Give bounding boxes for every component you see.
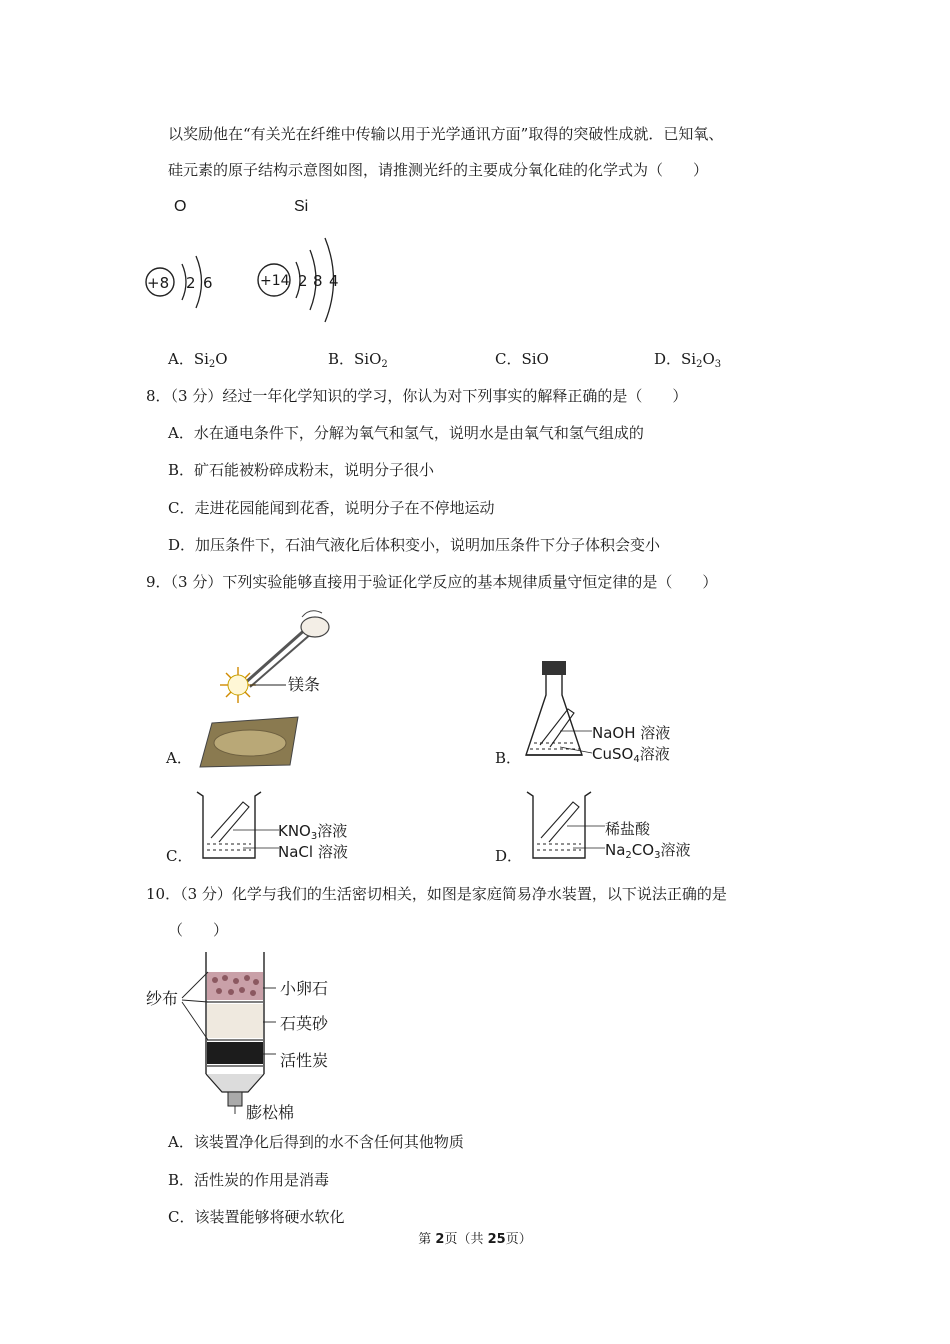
silicon-symbol: Si [294,198,309,215]
q10-option-a[interactable]: A．该装置净化后得到的水不含任何其他物质 [168,1133,464,1151]
carbon-label: 活性炭 [280,1051,329,1070]
q9-option-b-label: B． [495,749,522,767]
q9-option-a-label: A． [166,749,192,767]
oxygen-symbol: O [174,198,187,215]
q8-option-c[interactable]: C．走进花园能闻到花香，说明分子在不停地运动 [168,499,495,517]
q9-option-c-label: C． [166,847,193,865]
silicon-shell3: 4 [329,272,339,290]
na2co3-label: $Na_2CO_3$溶液 [605,841,691,861]
q7-option-b[interactable]: B．SiO$_2$ [328,350,388,370]
silicon-shell1: 2 [298,272,308,290]
q10-paren: （ ） [168,921,229,939]
q10-stem: 10．（3 分）化学与我们的生活密切相关，如图是家庭简易净水装置，以下说法正确的是 [146,885,727,903]
water-filter-illustration [140,948,340,1123]
q9-option-d-label: D． [495,847,523,865]
sand-label: 石英砂 [280,1014,329,1033]
nacl-label: NaCl 溶液 [278,843,348,861]
cotton-label: 膨松棉 [246,1103,295,1122]
oxygen-nucleus: +8 [147,274,170,292]
q10-option-b[interactable]: B．活性炭的作用是消毒 [168,1171,330,1189]
q7-option-a[interactable]: A．$Si_2O$ [168,350,228,370]
silicon-nucleus: +14 [260,273,290,289]
beaker-c-illustration [193,786,283,864]
oxygen-shell2: 6 [203,274,213,292]
cuso4-label: CuSO$_4$溶液 [592,745,670,765]
magnesium-burning-illustration [190,605,350,770]
hcl-label: 稀盐酸 [605,820,651,838]
silicon-shell2: 8 [313,272,323,290]
oxygen-shell1: 2 [186,274,196,292]
gauze-label: 纱布 [146,989,179,1008]
q8-option-b[interactable]: B．矿石能被粉碎成粉末，说明分子很小 [168,461,435,479]
page-footer: 第 2页（共 25页） [418,1232,532,1247]
q8-option-a[interactable]: A．水在通电条件下，分解为氧气和氢气，说明水是由氧气和氢气组成的 [168,424,644,442]
beaker-d-illustration [523,786,613,864]
q9-stem: 9．（3 分）下列实验能够直接用于验证化学反应的基本规律质量守恒定律的是（ ） [146,573,718,591]
magnesium-label: 镁条 [288,675,321,694]
kno3-label: $KNO_3$溶液 [278,822,348,842]
sealed-flask-illustration [520,655,600,767]
q10-option-c[interactable]: C．该装置能够将硬水软化 [168,1208,345,1226]
pebble-label: 小卵石 [280,979,329,998]
q7-stem-line1: 以奖励他在“有关光在纤维中传输以用于光学通讯方面”取得的突破性成就．已知氧、 [168,125,724,143]
q8-stem: 8．（3 分）经过一年化学知识的学习，你认为对下列事实的解释正确的是（ ） [146,387,688,405]
naoh-label: NaOH 溶液 [592,724,671,742]
q8-option-d[interactable]: D．加压条件下，石油气液化后体积变小，说明加压条件下分子体积会变小 [168,536,661,554]
q7-option-d[interactable]: D．$Si_2O_3$ [654,350,722,370]
q7-stem-line2: 硅元素的原子结构示意图如图，请推测光纤的主要成分氧化硅的化学式为（ ） [168,161,709,179]
q7-option-c[interactable]: C．SiO [495,350,549,368]
